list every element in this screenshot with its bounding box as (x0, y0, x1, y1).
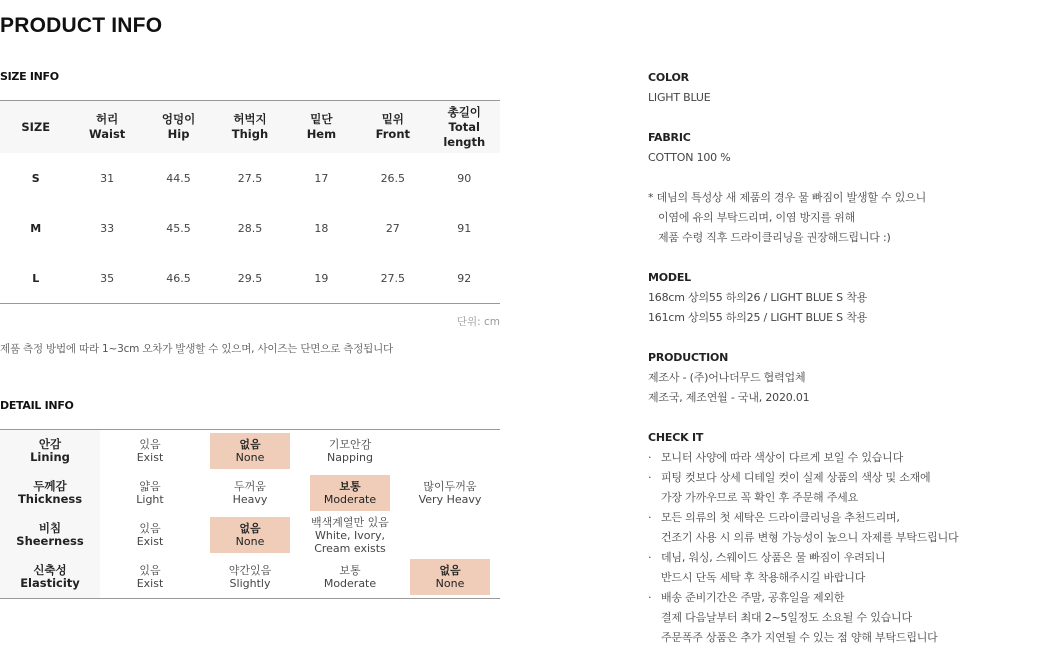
production-line: 제조사 - (주)어나더무드 협력업체 (648, 371, 806, 384)
hem-col-header: 밑단 Hem (286, 101, 357, 154)
size-cell: M (30, 221, 42, 235)
fabric-label: FABRIC (648, 131, 691, 144)
detail-option: 있음 Exist (136, 564, 164, 590)
detail-option-selected: 보통 Moderate (300, 472, 400, 514)
production-label: PRODUCTION (648, 351, 729, 364)
check-section (648, 428, 1048, 648)
product-info-panel (648, 68, 1048, 668)
size-value-cell: 33 (100, 221, 115, 235)
detail-option: 약간있음 Slightly (228, 564, 272, 590)
detail-option-selected: 없음 None (400, 556, 500, 599)
size-value-cell: 27.5 (380, 271, 406, 285)
size-value-cell: 90 (457, 171, 472, 185)
check-list (648, 448, 1048, 648)
check-item-text: 데님, 워싱, 스웨이드 상품은 물 빠짐이 우려되니 반드시 단독 세탁 후 착용해주시길 바랍니다 (661, 551, 886, 584)
detail-option: 보통 Moderate (323, 564, 377, 590)
size-value-cell: 19 (314, 271, 329, 285)
list-item (648, 508, 1048, 548)
table-row (0, 556, 500, 599)
table-row (0, 203, 500, 253)
size-col-header: SIZE (0, 101, 71, 154)
bullet-icon: · (648, 471, 652, 484)
list-item (648, 588, 1048, 648)
size-cell: S (31, 171, 40, 185)
size-value-cell: 27 (385, 221, 400, 235)
page-title: PRODUCT INFO (0, 14, 163, 37)
denim-note-line: 제품 수령 직후 드라이클리닝을 권장해드립니다 :) (658, 231, 891, 244)
bullet-icon: · (648, 511, 652, 524)
size-value-cell: 29.5 (237, 271, 263, 285)
detail-info-title: DETAIL INFO (0, 399, 74, 412)
size-value-cell: 35 (100, 271, 115, 285)
unit-note: 단위: cm (456, 316, 500, 328)
detail-option: 기모안감 Napping (327, 438, 373, 464)
size-value-cell: 92 (457, 271, 472, 285)
size-info-title: SIZE INFO (0, 70, 59, 83)
list-item (648, 448, 1048, 468)
detail-option (400, 430, 500, 473)
check-label: CHECK IT (648, 431, 704, 444)
size-value-cell: 45.5 (166, 221, 191, 235)
production-section (648, 348, 1048, 408)
detail-row-header: 비침 Sheerness (0, 514, 100, 556)
size-table (0, 100, 500, 304)
detail-row-header: 신축성 Elasticity (0, 556, 100, 599)
check-item-text: 모든 의류의 첫 세탁은 드라이클리닝을 추천드리며, 건조기 사용 시 의류 변형 가능성이 높으니 자제를 부탁드립니다 (661, 511, 959, 544)
model-label: MODEL (648, 271, 691, 284)
model-line: 168cm 상의55 하의26 / LIGHT BLUE S 착용 (648, 291, 868, 304)
denim-note-line: * 데님의 특성상 새 제품의 경우 물 빠짐이 발생할 수 있으니 (648, 191, 927, 204)
table-row (0, 472, 500, 514)
size-cell: L (32, 271, 40, 285)
size-value-cell: 18 (314, 221, 329, 235)
check-item-text: 배송 준비기간은 주말, 공휴일을 제외한 결제 다음날부터 최대 2~5일정도 소요될 수 있습니다 주문폭주 상품은 추가 지연될 수 있는 점 양해 부탁드립니다 (661, 591, 938, 644)
detail-option: 있음 Exist (136, 438, 164, 464)
table-row (0, 153, 500, 203)
model-line: 161cm 상의55 하의25 / LIGHT BLUE S 착용 (648, 311, 868, 324)
color-section (648, 68, 1048, 108)
front-col-header: 밑위 Front (357, 101, 428, 154)
detail-option-selected: 없음 None (200, 514, 300, 556)
detail-option: 많이두꺼움 Very Heavy (418, 480, 482, 506)
waist-col-header: 허리 Waist (71, 101, 142, 154)
size-value-cell: 44.5 (166, 171, 191, 185)
size-value-cell: 91 (457, 221, 472, 235)
bullet-icon: · (648, 451, 652, 464)
detail-option: 있음 Exist (136, 522, 164, 548)
fabric-value: COTTON 100 % (648, 151, 731, 164)
size-value-cell: 17 (314, 171, 329, 185)
thigh-col-header: 허벅지 Thigh (214, 101, 285, 154)
size-value-cell: 46.5 (166, 271, 191, 285)
list-item (648, 548, 1048, 588)
table-row (0, 514, 500, 556)
production-line: 제조국, 제조연월 - 국내, 2020.01 (648, 391, 810, 404)
detail-option: 백색계열만 있음 White, Ivory, Cream exists (311, 515, 389, 555)
color-value: LIGHT BLUE (648, 91, 711, 104)
table-row (0, 253, 500, 304)
total-length-col-header: 총길이 Total length (429, 101, 500, 154)
table-row (0, 430, 500, 473)
size-value-cell: 28.5 (237, 221, 263, 235)
fabric-section (648, 128, 1048, 168)
size-value-cell: 27.5 (237, 171, 263, 185)
check-item-text: 모니터 사양에 따라 색상이 다르게 보일 수 있습니다 (661, 451, 904, 464)
size-value-cell: 31 (100, 171, 115, 185)
detail-table (0, 429, 500, 599)
bullet-icon: · (648, 591, 652, 604)
denim-note-line: 이염에 유의 부탁드리며, 이염 방지를 위해 (658, 211, 856, 224)
detail-row-header: 안감 Lining (0, 430, 100, 473)
detail-row-header: 두께감 Thickness (0, 472, 100, 514)
model-section (648, 268, 1048, 328)
list-item (648, 468, 1048, 508)
detail-option: 두꺼움 Heavy (232, 480, 268, 506)
check-item-text: 피팅 컷보다 상세 디테일 컷이 실제 상품의 색상 및 소재에 가장 가까우므로 꼭 확인 후 주문해 주세요 (661, 471, 931, 504)
measurement-note: 제품 측정 방법에 따라 1~3cm 오차가 발생할 수 있으며, 사이즈는 단면으로 측정됩니다 (0, 343, 393, 355)
detail-option-selected: 없음 None (200, 430, 300, 473)
detail-option: 얇음 Light (136, 480, 164, 506)
bullet-icon: · (648, 551, 652, 564)
detail-option (400, 514, 500, 556)
size-table-header (0, 101, 500, 154)
color-label: COLOR (648, 71, 689, 84)
hip-col-header: 엉덩이 Hip (143, 101, 214, 154)
size-value-cell: 26.5 (380, 171, 406, 185)
denim-note (648, 188, 1048, 248)
